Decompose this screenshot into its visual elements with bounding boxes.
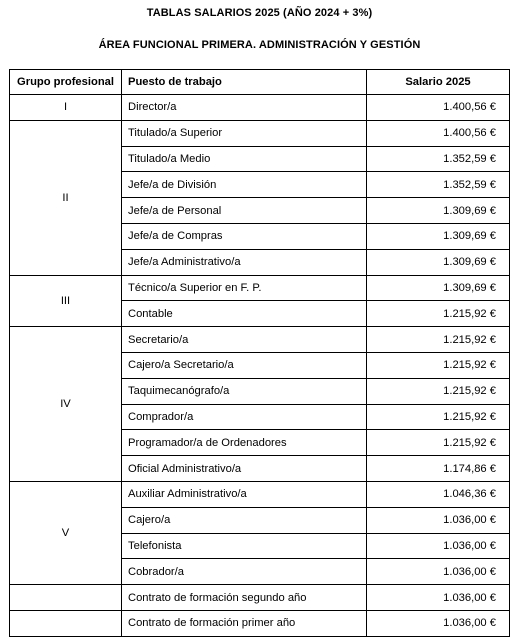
position-cell: Oficial Administrativo/a xyxy=(122,456,367,482)
salary-cell: 1.036,00 € xyxy=(367,610,510,636)
salary-cell: 1.400,56 € xyxy=(367,120,510,146)
group-cell: III xyxy=(10,275,122,327)
group-cell: I xyxy=(10,95,122,121)
group-cell: IV xyxy=(10,327,122,482)
position-cell: Programador/a de Ordenadores xyxy=(122,430,367,456)
salary-cell: 1.352,59 € xyxy=(367,146,510,172)
position-cell: Jefe/a de División xyxy=(122,172,367,198)
position-cell: Contable xyxy=(122,301,367,327)
position-cell: Comprador/a xyxy=(122,404,367,430)
salary-cell: 1.036,00 € xyxy=(367,533,510,559)
salary-cell: 1.036,00 € xyxy=(367,559,510,585)
table-body xyxy=(10,95,510,637)
position-cell: Titulado/a Superior xyxy=(122,120,367,146)
position-cell: Jefe/a Administrativo/a xyxy=(122,249,367,275)
table-row xyxy=(10,327,510,353)
salary-cell: 1.215,92 € xyxy=(367,430,510,456)
position-cell: Jefe/a de Compras xyxy=(122,223,367,249)
position-cell: Taquimecanógrafo/a xyxy=(122,378,367,404)
salary-cell: 1.309,69 € xyxy=(367,198,510,224)
position-cell: Cobrador/a xyxy=(122,559,367,585)
header-group: Grupo profesional xyxy=(10,70,122,95)
salary-cell: 1.215,92 € xyxy=(367,404,510,430)
table-row xyxy=(10,275,510,301)
salary-cell: 1.309,69 € xyxy=(367,275,510,301)
document-title: TABLAS SALARIOS 2025 (AÑO 2024 + 3%) xyxy=(146,7,373,19)
position-cell: Director/a xyxy=(122,95,367,121)
table-row xyxy=(10,95,510,121)
salary-cell: 1.036,00 € xyxy=(367,585,510,611)
position-cell: Cajero/a xyxy=(122,507,367,533)
position-cell: Auxiliar Administrativo/a xyxy=(122,481,367,507)
salary-cell: 1.309,69 € xyxy=(367,223,510,249)
position-cell: Contrato de formación primer año xyxy=(122,610,367,636)
salary-cell: 1.215,92 € xyxy=(367,327,510,353)
group-cell xyxy=(10,585,122,611)
salary-table xyxy=(9,69,510,637)
position-cell: Telefonista xyxy=(122,533,367,559)
header-salary: Salario 2025 xyxy=(367,70,510,95)
salary-cell: 1.215,92 € xyxy=(367,301,510,327)
table-row xyxy=(10,585,510,611)
position-cell: Contrato de formación segundo año xyxy=(122,585,367,611)
group-cell xyxy=(10,610,122,636)
table-row xyxy=(10,481,510,507)
salary-cell: 1.352,59 € xyxy=(367,172,510,198)
salary-cell: 1.046,36 € xyxy=(367,481,510,507)
header-position: Puesto de trabajo xyxy=(122,70,367,95)
salary-cell: 1.174,86 € xyxy=(367,456,510,482)
position-cell: Cajero/a Secretario/a xyxy=(122,352,367,378)
position-cell: Técnico/a Superior en F. P. xyxy=(122,275,367,301)
table-header-row xyxy=(10,70,510,95)
salary-cell: 1.309,69 € xyxy=(367,249,510,275)
salary-cell: 1.400,56 € xyxy=(367,95,510,121)
position-cell: Secretario/a xyxy=(122,327,367,353)
document-subtitle: ÁREA FUNCIONAL PRIMERA. ADMINISTRACIÓN Y GESTIÓN xyxy=(98,39,421,51)
salary-cell: 1.215,92 € xyxy=(367,352,510,378)
salary-cell: 1.215,92 € xyxy=(367,378,510,404)
position-cell: Jefe/a de Personal xyxy=(122,198,367,224)
table-row xyxy=(10,610,510,636)
salary-cell: 1.036,00 € xyxy=(367,507,510,533)
position-cell: Titulado/a Medio xyxy=(122,146,367,172)
group-cell: II xyxy=(10,120,122,275)
table-row xyxy=(10,120,510,146)
group-cell: V xyxy=(10,481,122,584)
